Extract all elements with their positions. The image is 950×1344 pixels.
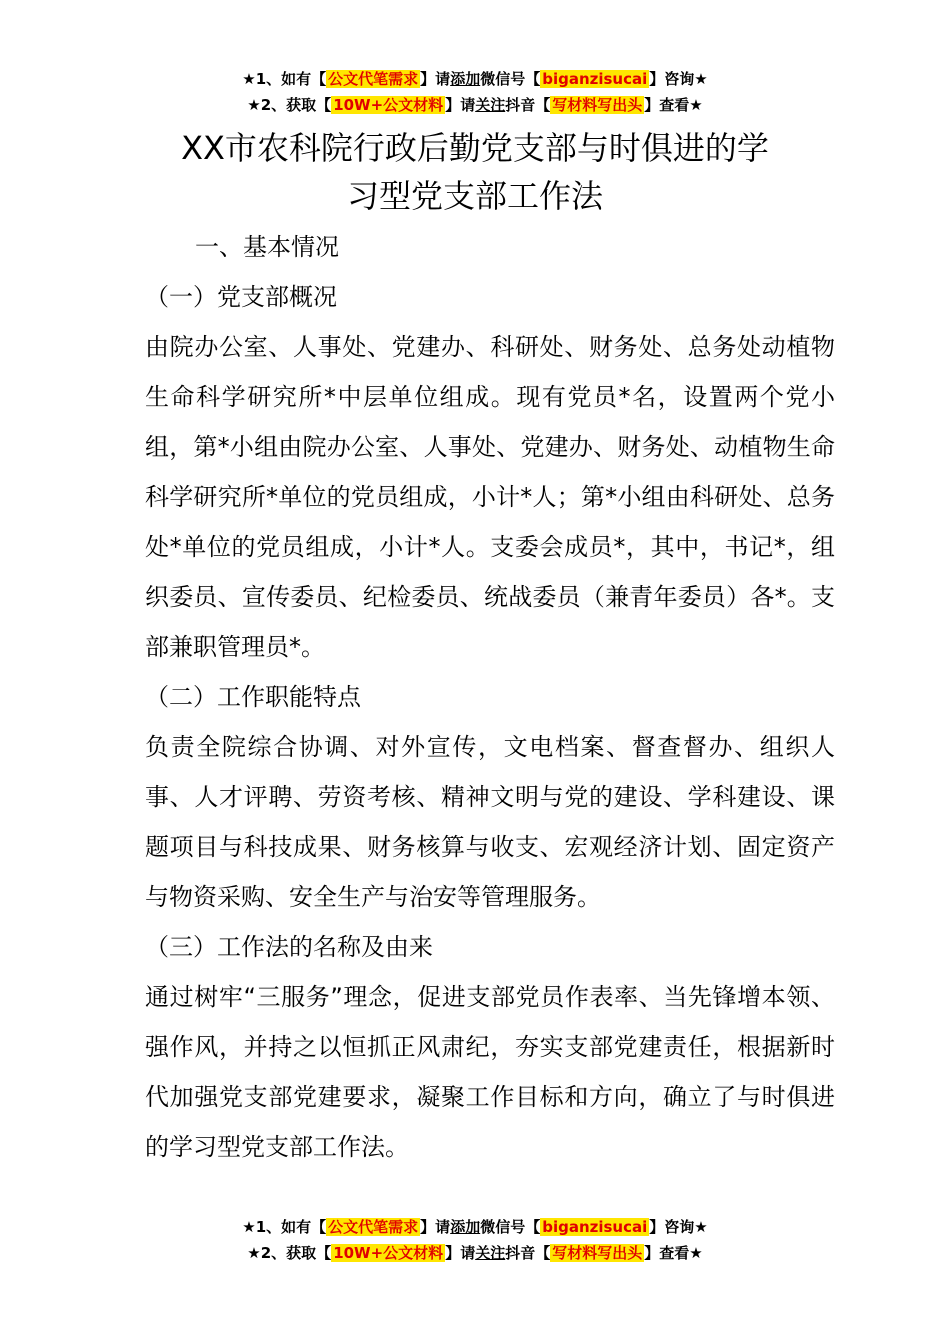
banner-underline: 添加 [450,70,481,88]
banner-line-2 [0,1240,950,1266]
banner-text: 微信号【 [480,1218,541,1236]
banner-underline: 关注 [475,1244,506,1262]
banner-text: 】请 [445,96,476,114]
subsection-heading: （三）工作法的名称及由来 [145,933,433,961]
section-heading: 一、基本情况 [195,233,339,261]
banner-highlight: biganzisucai [542,1218,648,1236]
banner-text: ★2、获取【 [247,1244,332,1262]
banner-highlight: 公文代笔需求 [328,70,419,88]
paragraph: 通过树牢“三服务”理念，促进支部党员作表率、当先锋增本领、强作风，并持之以恒抓正风肃纪，夯实支部党建责任，根据新时代加强党支部党建要求，凝聚工作目标和方向，确立了与时俱进的学习型党支部工作法。 [145,983,835,1161]
banner-text: 】查看★ [644,1244,703,1262]
subsection-heading: （一）党支部概况 [145,283,337,311]
banner-highlight: 写材料写出头 [552,96,643,114]
bottom-banner [0,1214,950,1266]
banner-text: 抖音【 [505,96,551,114]
document-body [145,222,835,1172]
banner-line-1 [0,66,950,92]
title-line-2: 习型党支部工作法 [346,177,603,215]
banner-text: 】请 [420,1218,451,1236]
banner-underline: 关注 [475,96,506,114]
banner-highlight: 写材料写出头 [552,1244,643,1262]
banner-highlight: 10W+公文材料 [333,1244,444,1262]
title-line-1: XX市农科院行政后勤党支部与时俱进的学 [181,129,769,167]
banner-highlight: biganzisucai [542,70,648,88]
banner-text: ★1、如有【 [242,70,327,88]
banner-text: 】请 [420,70,451,88]
document-title [0,124,950,220]
banner-text: ★2、获取【 [247,96,332,114]
banner-line-2 [0,92,950,118]
banner-highlight: 公文代笔需求 [328,1218,419,1236]
banner-text: ★1、如有【 [242,1218,327,1236]
banner-highlight: 10W+公文材料 [333,96,444,114]
banner-text: 】查看★ [644,96,703,114]
top-banner [0,66,950,118]
banner-text: 】咨询★ [649,1218,708,1236]
banner-underline: 添加 [450,1218,481,1236]
banner-text: 抖音【 [505,1244,551,1262]
banner-text: 微信号【 [480,70,541,88]
paragraph: 由院办公室、人事处、党建办、科研处、财务处、总务处动植物生命科学研究所*中层单位组成。现有党员*名，设置两个党小组，第*小组由院办公室、人事处、党建办、财务处、动植物生命科学研究所*单位的党员组成，小计*人；第*小组由科研处、总务处*单位的党员组成，小计*人。支委会成员*，其中，书记*，组织委员、宣传委员、纪检委员、统战委员（兼青年委员）各*。支部兼职管理员*。 [145,333,835,661]
subsection-heading: （二）工作职能特点 [145,683,361,711]
paragraph: 负责全院综合协调、对外宣传，文电档案、督查督办、组织人事、人才评聘、劳资考核、精神文明与党的建设、学科建设、课题项目与科技成果、财务核算与收支、宏观经济计划、固定资产与物资采购、安全生产与治安等管理服务。 [145,733,835,911]
banner-line-1 [0,1214,950,1240]
banner-text: 】请 [445,1244,476,1262]
banner-text: 】咨询★ [649,70,708,88]
